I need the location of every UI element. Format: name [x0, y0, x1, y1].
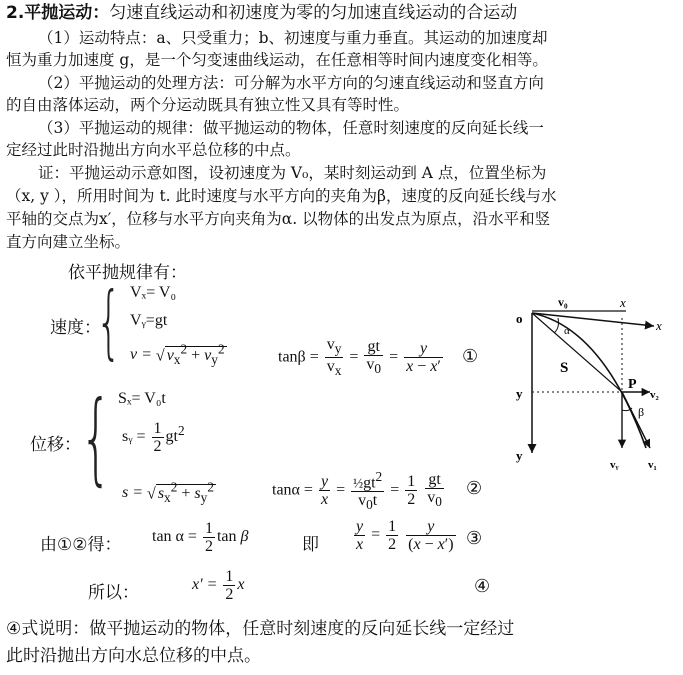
conclusion-line2: 此时沿抛出方向水总位移的中点。	[6, 646, 261, 666]
label-x-axis: x	[656, 318, 662, 333]
label-vy: vᵧ	[610, 459, 619, 471]
derive-label: 由①②得：	[40, 535, 122, 555]
derive-ji: 即	[302, 535, 319, 555]
projectile-diagram	[508, 288, 680, 478]
equation-mark-2: ②	[466, 478, 483, 498]
tan-alpha-lhs: tanα =	[272, 481, 313, 499]
v-lhs: v =	[130, 345, 152, 363]
para3-line1: （3）平抛运动的规律：做平抛运动的物体，任意时刻速度的反向延长线一	[38, 119, 544, 137]
label-alpha: α	[564, 325, 570, 337]
displacement-brace: {	[80, 379, 112, 496]
label-x-top: x	[620, 295, 626, 310]
conclusion-line1: ④式说明：做平抛运动的物体，任意时刻速度的反向延长线一定经过	[6, 619, 515, 639]
sx-equation: Sₓ= V₀t	[118, 390, 166, 407]
section-heading: 平抛运动：	[24, 3, 110, 23]
velocity-label: 速度：	[50, 318, 101, 338]
x-prime-lhs: x′ =	[192, 576, 218, 594]
proof-line4: 直方向建立坐标。	[6, 233, 131, 251]
proof-line2: （x, y ），所用时间为 t. 此时速度与水平方向的夹角为β，速度的反向延长线与水	[6, 187, 557, 205]
rule-label: 依平抛规律有：	[68, 263, 187, 283]
equation-mark-3: ③	[466, 528, 483, 548]
x-prime-equation: x′ = $\frac{1}{2}$ x	[192, 568, 245, 603]
y-over-x-equation: $\frac{y}{x}$ = $\frac{1}{2}$ $\frac{y}{(x - x')}$	[356, 518, 454, 553]
tan-beta-lhs: tanβ =	[278, 348, 319, 366]
sqrt-vx2-vy2: √ $v_x^2 + v_y^2$	[155, 342, 225, 368]
para1-line1: （1）运动特点：a、只受重力；b、初速度与重力垂直。其运动的加速度却	[38, 29, 548, 47]
v-magnitude	[130, 342, 227, 369]
para1-line2: 恒为重力加速度 g，是一个匀变速曲线运动，在任意相等时间内速度变化相等。	[6, 51, 548, 69]
label-s: S	[560, 360, 569, 376]
label-v1: v₁	[648, 459, 657, 471]
para3-line2: 定经过此时沿抛出方向水平总位移的中点。	[6, 141, 301, 159]
equation-mark-1: ①	[462, 346, 479, 366]
s-lhs: s =	[122, 483, 144, 501]
tan-alpha-half-tan-beta: tan α = $\frac{1}{2}$ tan β	[152, 520, 249, 555]
derive-lhs: tan α =	[152, 528, 197, 546]
section-subtitle: 匀速直线运动和初速度为零的匀加速直线运动的合运动	[109, 3, 518, 23]
vy-equation: Vᵧ=gt	[130, 312, 168, 329]
sy-lhs: sᵧ =	[122, 428, 146, 446]
para2-line1: （2）平抛运动的处理方法：可分解为水平方向的匀速直线运动和竖直方向	[38, 74, 544, 92]
sqrt-sx2-sy2: √ $s_x^2 + s_y^2$	[147, 480, 214, 506]
sy-equation: sᵧ = $\frac{1}{2}$ $gt^2$	[122, 420, 185, 455]
label-y-bottom: y	[516, 448, 523, 463]
s-magnitude	[122, 480, 216, 507]
proof-line3: 平轴的交点为x′，位移与水平方向夹角为α. 以物体的出发点为原点，沿水平和竖	[6, 210, 551, 228]
vx-equation: Vₓ= V₀	[130, 284, 177, 301]
label-v2: v₂	[650, 389, 659, 401]
v1-vector	[622, 392, 650, 448]
label-v0: v₀	[558, 295, 568, 309]
label-beta: β	[638, 405, 645, 419]
equation-mark-4: ④	[474, 576, 491, 596]
section-title	[6, 2, 517, 24]
proof-line1: 证：平抛运动示意如图，设初速度为 V₀，某时刻运动到 A 点，位置坐标为	[38, 164, 547, 182]
para2-line2: 的自由落体运动，两个分运动既具有独立性又具有等时性。	[6, 96, 410, 114]
label-p: P	[628, 377, 637, 392]
tan-beta-equation: tanβ = $\frac{v_y}{v_x}$ = $\frac{gt}{v_0}$ = $\frac{y}{x - x'}$	[278, 336, 441, 379]
section-number: 2.	[6, 3, 25, 23]
displacement-line	[532, 313, 622, 392]
label-y-mid: y	[516, 386, 523, 401]
velocity-brace: {	[96, 275, 122, 368]
displacement-label: 位移：	[30, 435, 81, 455]
label-o: o	[516, 311, 523, 326]
therefore-label: 所以：	[88, 583, 139, 603]
tan-alpha-equation: tanα = $\frac{y}{x}$ = $\frac{\frac{1}{2}gt^2}{v_0t}$ = $\frac{1}{2}$ $\frac{gt}{v_0}$	[272, 469, 442, 513]
